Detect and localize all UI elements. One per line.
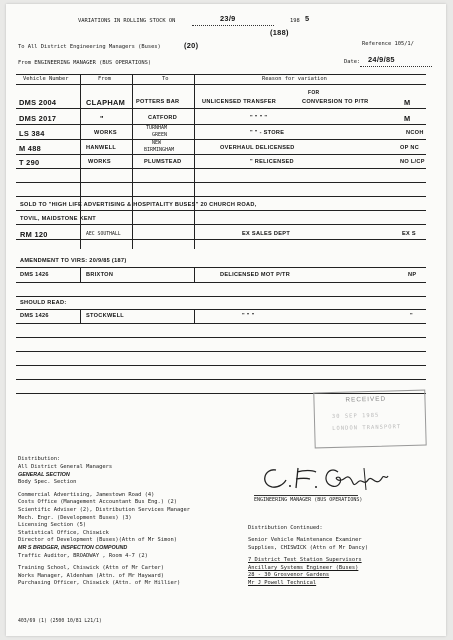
row-rule	[16, 323, 426, 324]
to-cell-line1: TURNHAM	[146, 125, 168, 131]
reason-cell-superscript: FOR	[308, 90, 320, 96]
distribution-continued-item: 28 - 30 Grosvenor Gardens	[248, 572, 330, 579]
form-date-handwritten: 23/9	[220, 14, 236, 23]
vehicle-number: DMS 2017	[19, 114, 57, 123]
row-rule	[16, 139, 426, 140]
sold-to-line1: SOLD TO "HIGH LIFE ADVERTISING & HOSPITALITY BUSES" 20 CHURCH ROAD,	[20, 202, 257, 208]
row-rule	[16, 168, 426, 169]
year-suffix: 5	[305, 14, 310, 23]
distribution-continued-label: Distribution Continued:	[248, 525, 323, 531]
stamp-faded-org: LONDON TRANSPORT	[332, 424, 402, 432]
vehicle-number: DMS 2004	[19, 98, 57, 107]
col-header-from: From	[98, 76, 111, 82]
reason-cell: OVERHAUL DELICENSED	[220, 145, 295, 151]
from-cell: AEC SOUTHALL	[86, 232, 121, 237]
from-cell: CLAPHAM	[86, 98, 126, 107]
row-rule	[16, 282, 426, 283]
reason-cell: " " - STORE	[250, 130, 285, 136]
distribution-item: Mech. Engr. (Development Buses) (3)	[18, 514, 132, 521]
distribution-item: Purchasing Officer, Chiswick (Attn. of Mr Hillier)	[18, 580, 181, 587]
distribution-item: GENERAL SECTION	[18, 471, 70, 478]
to-line: To All District Engineering Managers (Buses)	[18, 44, 161, 50]
to-cell-line2: GREEN	[152, 132, 168, 138]
distribution-item: Licensing Section (5)	[18, 522, 87, 529]
signature-line	[254, 495, 358, 496]
col-divider-1	[80, 74, 81, 249]
reason-cell: DELICENSED MOT P/TR	[220, 272, 291, 278]
distribution-item: Statistical Office, Chiswick	[18, 529, 109, 536]
row-rule	[16, 337, 426, 338]
row-rule	[16, 124, 426, 125]
vehicle-number: M 488	[19, 144, 42, 153]
distribution-item: Scientific Adviser (2), Distribution Services Manager	[18, 507, 191, 513]
stamp-faded-date: 30 SEP 1985	[331, 412, 380, 420]
code-cell: "	[410, 313, 413, 319]
code-cell: EX S	[402, 231, 416, 237]
date-value: 24/9/85	[368, 55, 395, 64]
col-divider-3	[194, 309, 195, 323]
year-prefix: 198	[290, 18, 300, 24]
from-cell: STOCKWELL	[86, 313, 125, 319]
to-cell-line1: NEW	[152, 140, 162, 146]
to-number: (20)	[184, 41, 199, 50]
to-cell: CATFORD	[148, 115, 178, 121]
code-cell: NP	[408, 272, 417, 278]
distribution-continued-item: Senior Vehicle Maintenance Examiner	[248, 537, 362, 543]
document-page	[6, 4, 446, 636]
row-rule	[16, 224, 426, 225]
row-rule	[16, 182, 426, 183]
to-cell: POTTERS BAR	[136, 99, 180, 105]
vehicle-number: RM 120	[20, 230, 48, 239]
row-rule	[16, 210, 426, 211]
code-cell: OP NC	[400, 145, 420, 151]
row-rule	[16, 365, 426, 366]
from-line: From ENGINEERING MANAGER (BUS OPERATIONS)	[18, 60, 152, 66]
should-read-label: SHOULD READ:	[20, 300, 67, 306]
col-divider-1	[80, 309, 81, 323]
to-cell: PLUMSTEAD	[144, 159, 182, 165]
reason-cell-post: CONVERSION TO P/TR	[302, 99, 369, 105]
distribution-continued-item: Supplies, CHISWICK (Attn of Mr Dancy)	[248, 544, 369, 551]
from-cell: BRIXTON	[86, 272, 114, 278]
reason-cell: " " "	[242, 313, 255, 319]
signature-image	[254, 460, 404, 496]
form-footer-code: 403/69 (1) (2500 10/81 L21/1)	[18, 619, 102, 624]
code-cell: NCOH	[406, 130, 424, 136]
from-cell: HANWELL	[86, 145, 117, 151]
row-rule	[16, 379, 426, 380]
from-cell: WORKS	[94, 130, 117, 136]
distribution-item: All District General Managers	[18, 464, 113, 470]
reason-cell: " " " "	[250, 115, 268, 121]
distribution-item: Training School, Chiswick (Attn of Mr Carter)	[18, 565, 165, 572]
code-cell: NO L/CP	[400, 159, 425, 165]
col-header-to: To	[162, 76, 169, 82]
col-divider-1	[80, 267, 81, 282]
table-top-rule	[16, 74, 426, 75]
distribution-item: Works Manager, Aldenham (Attn. of Mr Hayward)	[18, 572, 165, 579]
col-header-vehicle: Vehicle Number	[23, 76, 69, 82]
signature-caption: ENGINEERING MANAGER (BUS OPERATIONS)	[254, 497, 363, 503]
distribution-item: Body Spec. Section	[18, 479, 77, 486]
distribution-continued-item: Ancillary Systems Engineer (Buses)	[248, 564, 359, 571]
distribution-item: Commercial Advertising, Jamestown Road (4)	[18, 491, 155, 498]
to-cell-line2: BIRMINGHAM	[144, 147, 175, 153]
code-cell: M	[404, 98, 411, 107]
date-label: Date:	[344, 59, 361, 65]
table-header-rule	[16, 84, 426, 85]
sold-to-line2: TOVIL, MAIDSTONE KENT	[20, 216, 97, 222]
col-divider-3	[194, 74, 195, 249]
distribution-item: MR S BRIDGER, INSPECTION COMPOUND	[18, 545, 128, 551]
row-rule	[16, 196, 426, 197]
vehicle-number: DMS 1426	[20, 272, 49, 278]
row-rule	[16, 296, 426, 297]
row-rule	[16, 108, 426, 109]
date-underline	[192, 25, 274, 26]
issue-ref: (188)	[270, 28, 289, 37]
distribution-item: Traffic Auditor, BROADWAY , Room 4-7 (2)	[18, 552, 148, 559]
row-rule	[16, 239, 426, 240]
reason-cell: EX SALES DEPT	[242, 231, 291, 237]
vehicle-number: LS 384	[19, 129, 45, 138]
row-rule	[16, 309, 426, 310]
amendment-line: AMENDMENT TO VIRS: 20/9/85 (187)	[20, 258, 127, 264]
row-rule	[16, 351, 426, 352]
distribution-continued-item: Mr J Powell Technical	[248, 580, 317, 586]
row-rule	[16, 154, 426, 155]
row-rule	[16, 267, 426, 268]
from-cell: "	[100, 114, 104, 123]
distribution-label: Distribution:	[18, 456, 61, 462]
distribution-item: Director of Development (Buses)(Attn of Mr Simon)	[18, 537, 178, 544]
vehicle-number: T 290	[19, 158, 40, 167]
col-divider-2	[132, 74, 133, 249]
from-cell: WORKS	[88, 159, 111, 165]
col-header-reason: Reason for variation	[262, 76, 327, 82]
form-title: VARIATIONS IN ROLLING STOCK ON	[78, 18, 176, 24]
reason-cell: " RELICENSED	[250, 159, 294, 165]
code-cell: M	[404, 114, 411, 123]
received-stamp	[313, 390, 426, 451]
distribution-continued-item: 7 District Test Station Supervisors	[248, 557, 362, 564]
stamp-received-text: RECEIVED	[345, 395, 387, 404]
reason-cell-pre: UNLICENSED TRANSFER	[202, 99, 277, 105]
vehicle-number: DMS 1426	[20, 313, 49, 319]
distribution-item: Costs Office (Management Accountant Bus Eng.) (2)	[18, 499, 178, 506]
date-value-underline	[360, 66, 432, 67]
col-divider-3	[194, 267, 195, 282]
reference-label: Reference 105/1/	[362, 41, 414, 47]
